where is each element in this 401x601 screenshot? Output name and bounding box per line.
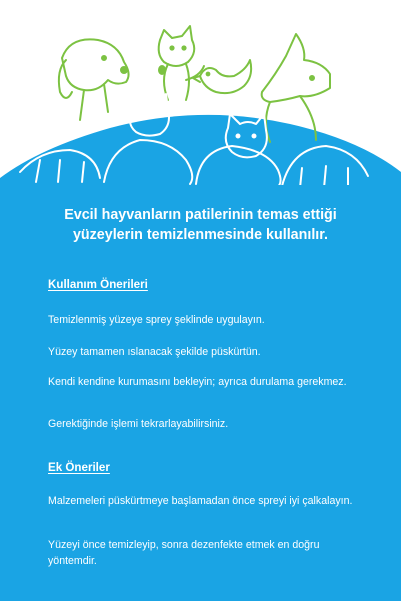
extra-item: Yüzeyi önce temizleyip, sonra dezenfekte etmek en doğru yöntemdir. [48,539,320,567]
usage-item: Yüzey tamamen ıslanacak şekilde püskürtün. [48,346,261,358]
cat-top-icon [158,26,204,100]
usage-item: Gerektiğinde işlemi tekrarlayabilirsiniz. [48,418,229,430]
dog-left-icon [59,39,129,120]
bird-icon [193,60,251,93]
pets-illustration [0,0,401,200]
usage-item: Temizlenmiş yüzeye sprey şeklinde uygulayın. [48,314,265,326]
extra-item: Malzemeleri püskürtmeye başlamadan önce spreyi iyi çalkalayın. [48,495,353,507]
usage-item: Kendi kendine kurumasını bekleyin; ayrıca durulama gerekmez. [48,376,347,388]
headline: Evcil hayvanların patilerinin temas ettiği yüzeylerin temizlenmesinde kullanılır. [64,207,337,243]
section-title-usage: Kullanım Önerileri [48,278,148,291]
info-panel [0,185,401,601]
section-title-extra: Ek Öneriler [48,461,110,474]
